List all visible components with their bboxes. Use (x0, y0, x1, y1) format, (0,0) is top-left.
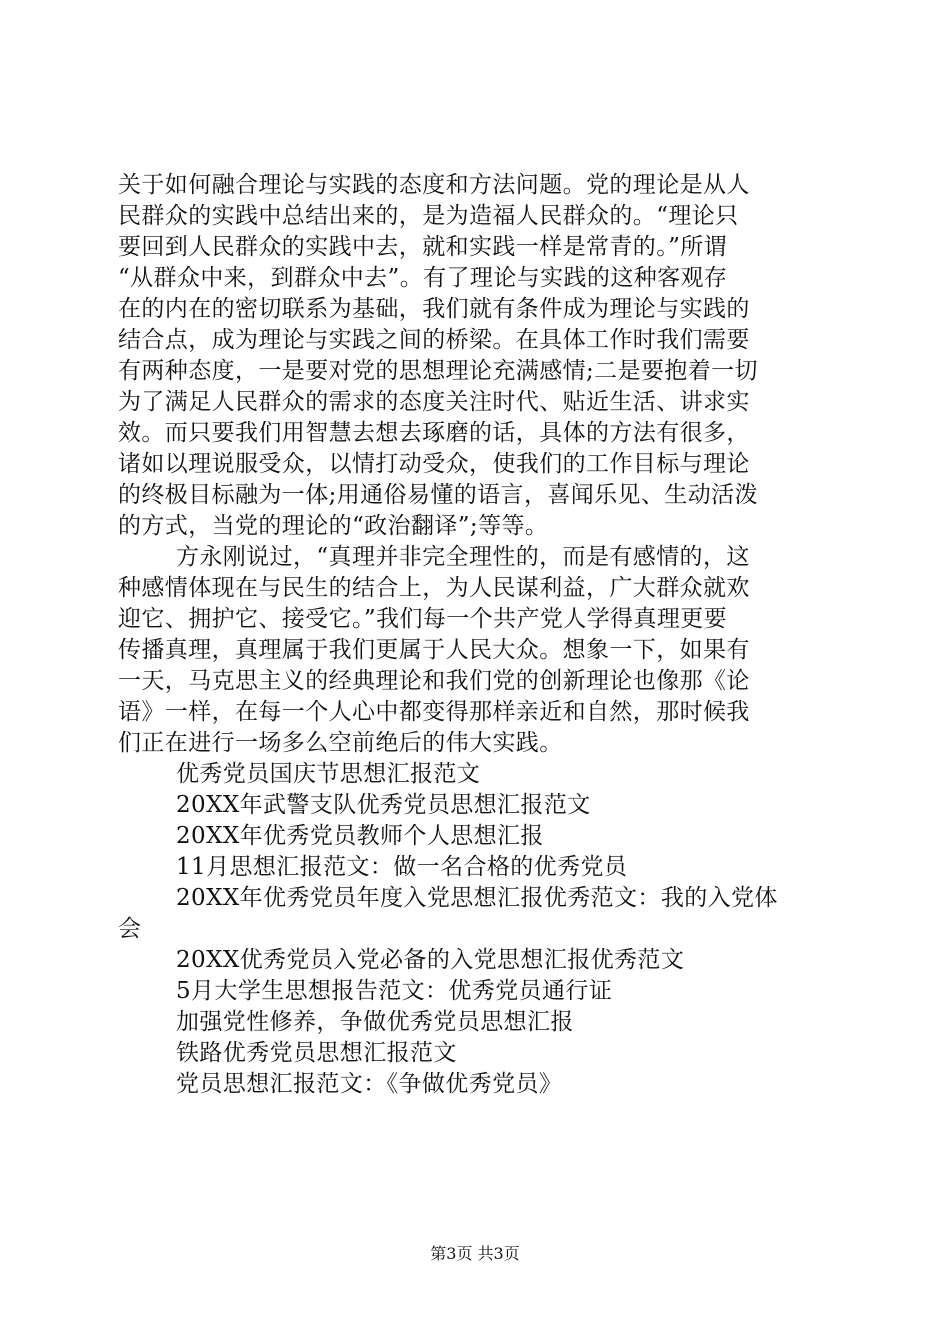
related-article-link[interactable]: 加强党性修养，争做优秀党员思想汇报 (176, 1009, 574, 1035)
paragraph-1 (118, 170, 846, 542)
paragraph-line: “从群众中来，到群众中去”。有了理论与实践的这种客观存 (118, 265, 728, 291)
paragraph-2 (118, 542, 846, 759)
related-article-link[interactable]: 党员思想汇报范文：《争做优秀党员》 (176, 1071, 563, 1097)
paragraph-line: 方永刚说过，“真理并非完全理性的，而是有感情的，这 (176, 544, 750, 570)
paragraph-line: 有两种态度，一是要对党的思想理论充满感情;二是要抱着一切 (118, 358, 758, 384)
paragraph-line: 要回到人民群众的实践中去，就和实践一样是常青的。”所谓 (118, 234, 728, 260)
paragraph-line: 民群众的实践中总结出来的，是为造福人民群众的。“理论只 (118, 203, 739, 229)
paragraph-line: 种感情体现在与民生的结合上，为人民谋利益，广大群众就欢 (118, 575, 750, 601)
page-number-footer: 第3页 共3页 (430, 1244, 520, 1263)
related-article-link[interactable]: 铁路优秀党员思想汇报范文 (176, 1040, 457, 1066)
related-article-link[interactable]: 5月大学生思想报告范文：优秀党员通行证 (176, 978, 613, 1004)
related-article-link[interactable]: 优秀党员国庆节思想汇报范文 (176, 761, 481, 787)
related-article-link[interactable]: 20XX年武警支队优秀党员思想汇报范文 (176, 792, 591, 818)
paragraph-line: 结合点，成为理论与实践之间的桥梁。在具体工作时我们需要 (118, 327, 750, 353)
related-article-link[interactable]: 20XX年优秀党员教师个人思想汇报 (176, 823, 544, 849)
paragraph-line: 的方式，当党的理论的“政治翻译”;等等。 (118, 513, 549, 539)
related-article-link[interactable]: 11月思想汇报范文：做一名合格的优秀党员 (176, 854, 628, 880)
paragraph-line: 迎它、拥护它、接受它。”我们每一个共产党人学得真理更要 (118, 606, 728, 632)
paragraph-line: 为了满足人民群众的需求的态度关注时代、贴近生活、讲求实 (118, 389, 750, 415)
paragraph-line: 关于如何融合理论与实践的态度和方法问题。党的理论是从人 (118, 172, 750, 198)
related-article-link[interactable]: 20XX优秀党员入党必备的入党思想汇报优秀范文 (176, 947, 685, 973)
related-articles-list (118, 759, 846, 1100)
paragraph-line: 诸如以理说服受众，以情打动受众，使我们的工作目标与理论 (118, 451, 750, 477)
paragraph-line: 们正在进行一场多么空前绝后的伟大实践。 (118, 730, 563, 756)
document-body (118, 170, 846, 1100)
paragraph-line: 在的内在的密切联系为基础，我们就有条件成为理论与实践的 (118, 296, 750, 322)
paragraph-line: 语》一样，在每一个人心中都变得那样亲近和自然，那时候我 (118, 699, 750, 725)
paragraph-line: 传播真理，真理属于我们更属于人民大众。想象一下，如果有 (118, 637, 750, 663)
paragraph-line: 的终极目标融为一体;用通俗易懂的语言，喜闻乐见、生动活泼 (118, 482, 758, 508)
related-article-link[interactable]: 20XX年优秀党员年度入党思想汇报优秀范文：我的入党体 (176, 885, 778, 911)
related-article-link-continuation[interactable]: 会 (118, 916, 142, 942)
paragraph-line: 一天，马克思主义的经典理论和我们党的创新理论也像那《论 (118, 668, 750, 694)
paragraph-line: 效。而只要我们用智慧去想去琢磨的话，具体的方法有很多， (118, 420, 750, 446)
